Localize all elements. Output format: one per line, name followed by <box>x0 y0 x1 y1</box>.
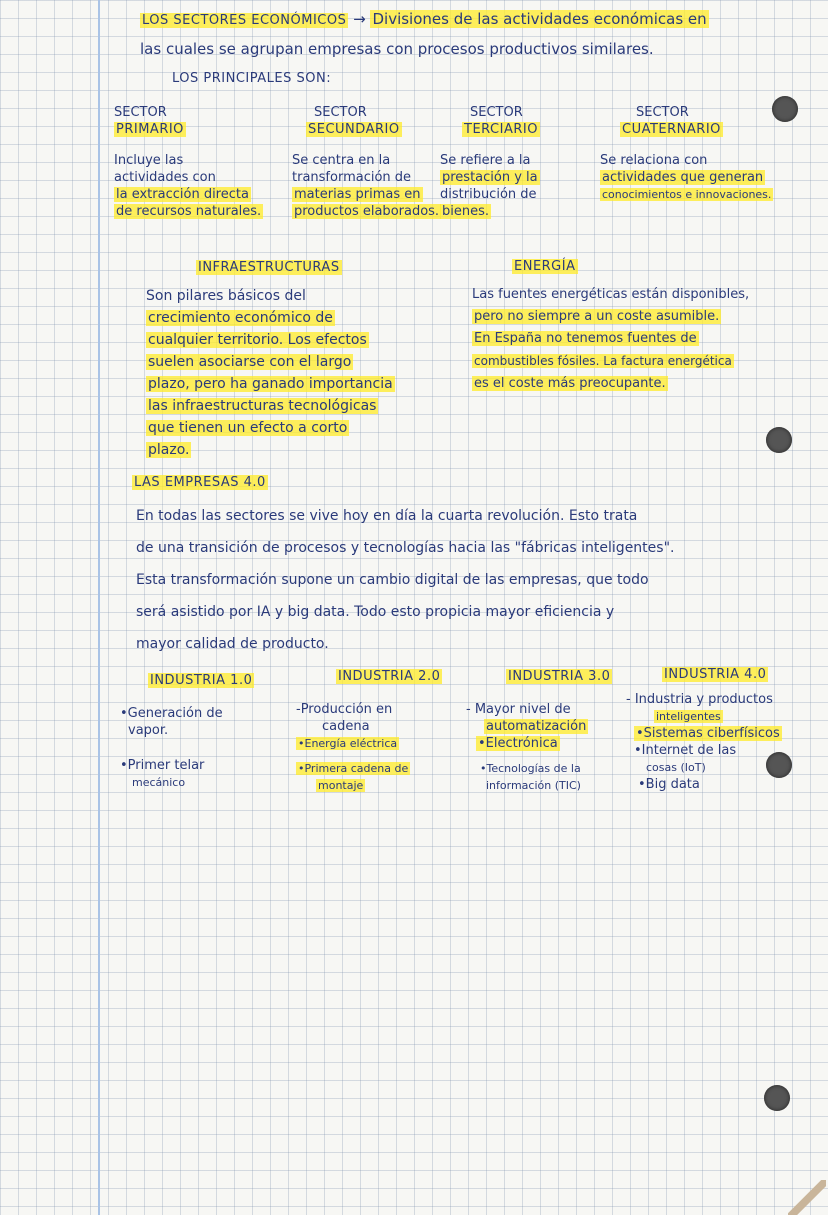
infra-line: plazo. <box>148 442 190 458</box>
arrow-icon: → <box>353 10 366 28</box>
sector-desc: Se relaciona con <box>600 153 708 168</box>
binder-hole <box>766 427 792 453</box>
industria-item: •Big data <box>638 777 700 792</box>
empresas-line: será asistido por IA y big data. Todo esto propicia mayor eficiencia y <box>136 604 615 620</box>
empresas-line: de una transición de procesos y tecnologías hacia las "fábricas inteligentes". <box>136 540 675 556</box>
infra-line: que tienen un efecto a corto <box>148 420 348 436</box>
sector-primario <box>114 104 263 220</box>
industria-item: - Industria y productos <box>626 692 773 707</box>
energia-line: pero no siempre a un coste asumible. <box>474 309 720 324</box>
title-definition: Divisiones de las actividades económicas en <box>372 10 707 28</box>
sector-terciario <box>440 104 540 220</box>
sector-name: SECUNDARIO <box>308 122 400 137</box>
energia-line: En España no tenemos fuentes de <box>474 331 697 346</box>
industria-item: •Internet de las <box>634 743 737 758</box>
industria-name: INDUSTRIA 3.0 <box>508 669 611 684</box>
sector-desc: Se centra en la <box>292 153 391 168</box>
industria-item: mecánico <box>132 776 186 789</box>
energia-section <box>472 256 749 395</box>
industria-item: cosas (IoT) <box>646 761 706 774</box>
industria-item: •Sistemas ciberfísicos <box>636 726 780 741</box>
industria-item: - Mayor nivel de <box>466 702 571 717</box>
infra-line: plazo, pero ha ganado importancia <box>148 376 393 392</box>
title-line-2: las cuales se agrupan empresas con procesos productivos similares. <box>140 40 654 58</box>
margin-line <box>98 0 100 1215</box>
sector-desc: productos elaborados. <box>294 204 440 219</box>
sector-desc: transformación de <box>292 170 412 185</box>
sector-label: SECTOR <box>114 105 167 120</box>
sector-desc: distribución de <box>440 187 537 202</box>
energia-line: Las fuentes energéticas están disponibles, <box>472 287 750 302</box>
sector-name: TERCIARIO <box>464 122 538 137</box>
infra-heading: INFRAESTRUCTURAS <box>198 260 340 275</box>
sector-label: SECTOR <box>470 105 523 120</box>
industria-item: automatización <box>486 719 587 734</box>
industria-item: •Tecnologías de la <box>480 762 581 775</box>
industria-1 <box>120 672 254 791</box>
sector-desc: Incluye las <box>114 153 184 168</box>
industria-name: INDUSTRIA 4.0 <box>664 667 767 682</box>
infra-line: las infraestructuras tecnológicas <box>148 398 377 414</box>
industria-item: -Producción en <box>296 702 393 717</box>
title-line-3: LOS PRINCIPALES SON: <box>172 71 332 86</box>
sector-desc: Se refiere a la <box>440 153 531 168</box>
empresas-paragraph <box>136 500 674 660</box>
sector-desc: bienes. <box>442 204 490 219</box>
empresas-heading <box>132 474 268 492</box>
industria-2 <box>296 668 442 794</box>
industria-item: cadena <box>322 719 370 734</box>
sector-secundario <box>292 104 441 220</box>
energia-heading: ENERGÍA <box>514 259 576 274</box>
page-title: LOS SECTORES ECONÓMICOS <box>142 13 347 28</box>
binder-hole <box>772 96 798 122</box>
infra-line: crecimiento económico de <box>148 310 333 326</box>
title-line-1 <box>140 10 709 30</box>
sector-name: PRIMARIO <box>116 122 184 137</box>
industria-item: •Primer telar <box>120 758 205 773</box>
industria-name: INDUSTRIA 1.0 <box>150 673 253 688</box>
sector-label: SECTOR <box>314 105 367 120</box>
infra-line: suelen asociarse con el largo <box>148 354 352 370</box>
empresas-line: En todas las sectores se vive hoy en día la cuarta revolución. Esto trata <box>136 508 638 524</box>
industria-item: vapor. <box>128 723 169 738</box>
industria-item: información (TIC) <box>486 779 581 792</box>
energia-line: es el coste más preocupante. <box>474 376 666 391</box>
sector-desc: de recursos naturales. <box>116 204 262 219</box>
industria-4 <box>626 666 782 793</box>
empresas-heading-text: LAS EMPRESAS 4.0 <box>134 475 266 490</box>
empresas-line: Esta transformación supone un cambio digital de las empresas, que todo <box>136 572 649 588</box>
industria-item: •Primera cadena de <box>298 762 409 775</box>
sector-desc: actividades que generan <box>602 170 764 185</box>
industria-item: •Energía eléctrica <box>298 737 398 750</box>
sector-name: CUATERNARIO <box>622 122 721 137</box>
industria-item: inteligentes <box>656 710 721 723</box>
industria-item: montaje <box>318 779 364 792</box>
industria-item: •Generación de <box>120 706 223 721</box>
industria-3 <box>466 668 612 794</box>
industria-item: •Electrónica <box>478 736 558 751</box>
empresas-line: mayor calidad de producto. <box>136 636 329 652</box>
sector-desc: prestación y la <box>442 170 538 185</box>
sector-desc: materias primas en <box>294 187 421 202</box>
sector-label: SECTOR <box>636 105 689 120</box>
infra-line: Son pilares básicos del <box>146 288 306 304</box>
energia-line: combustibles fósiles. La factura energética <box>474 354 732 368</box>
sector-cuaternario <box>600 104 773 203</box>
sector-desc: la extracción directa <box>116 187 249 202</box>
pencil-icon <box>788 1180 826 1215</box>
sector-desc: conocimientos e innovaciones. <box>602 188 772 201</box>
sector-desc: actividades con <box>114 170 216 185</box>
infra-section <box>146 256 395 461</box>
industria-name: INDUSTRIA 2.0 <box>338 669 441 684</box>
binder-hole <box>764 1085 790 1111</box>
infra-line: cualquier territorio. Los efectos <box>148 332 367 348</box>
